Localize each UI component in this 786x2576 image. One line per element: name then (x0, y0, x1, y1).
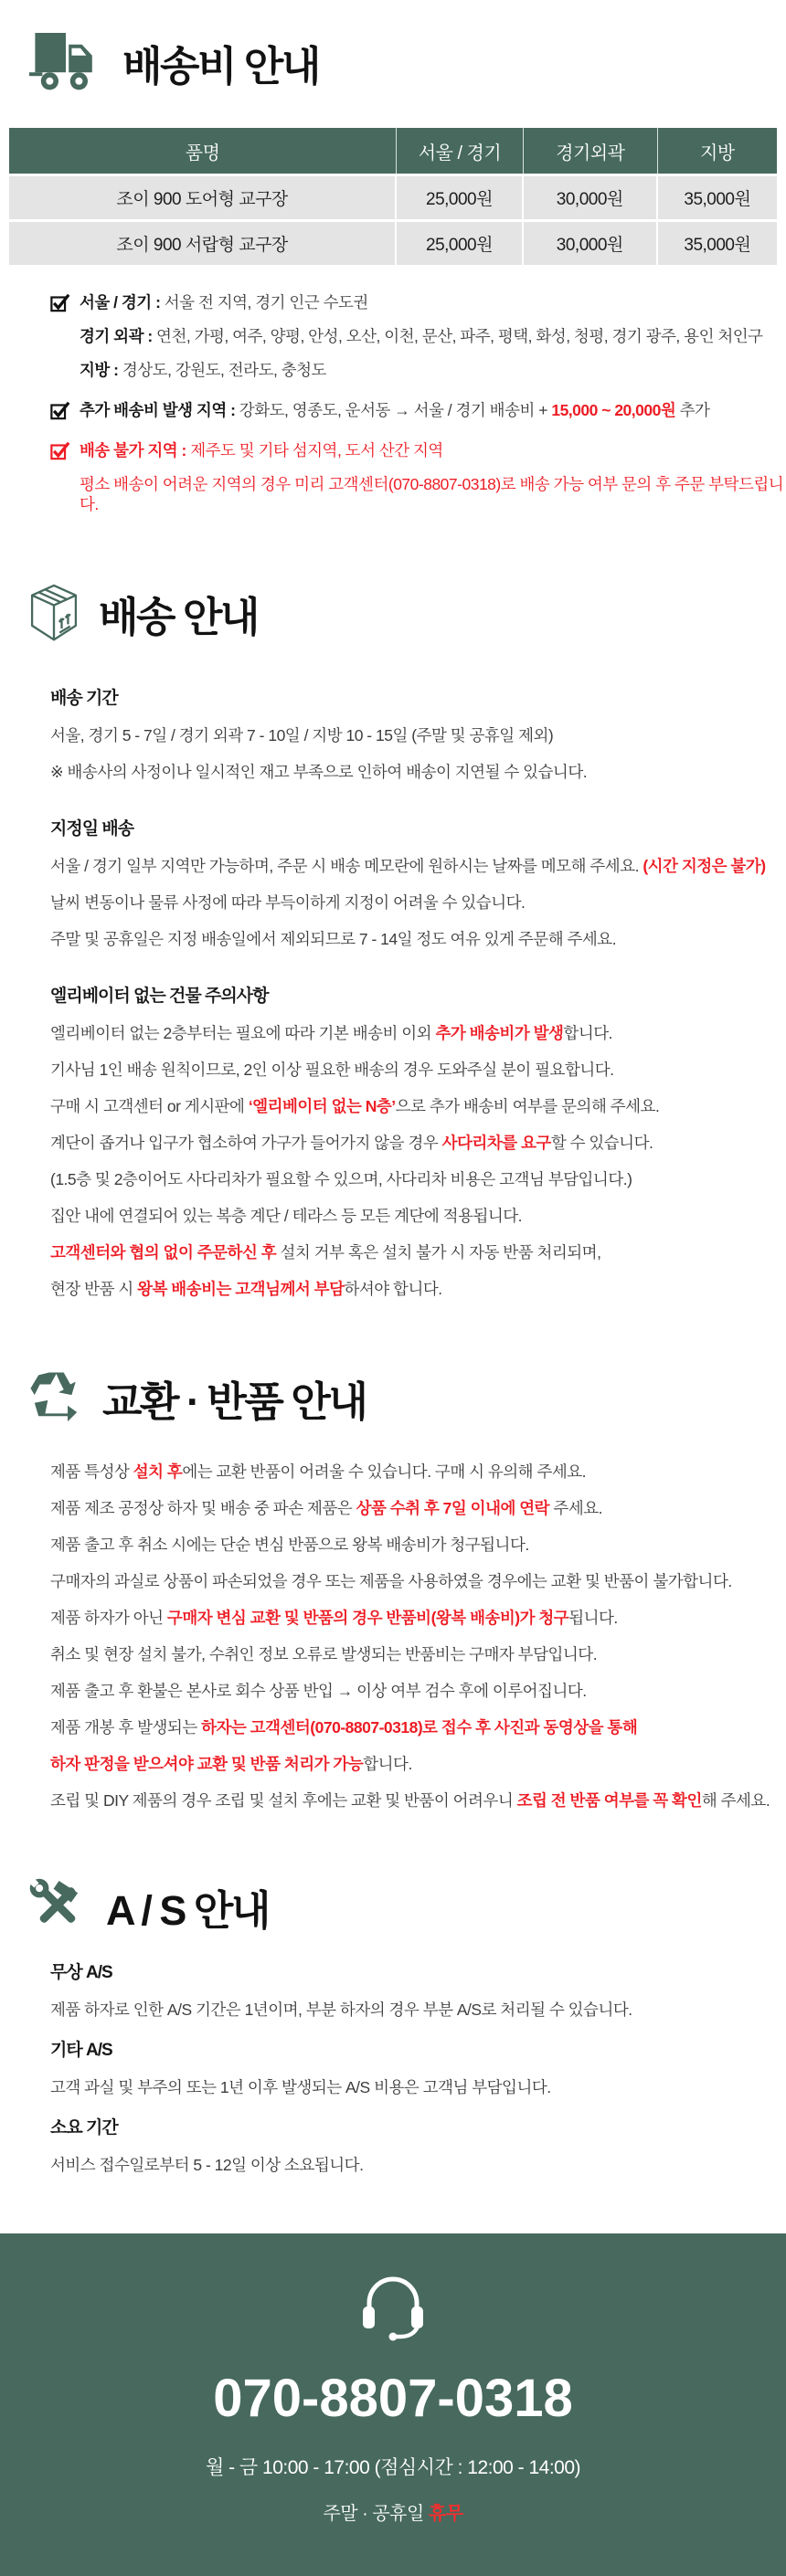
section-header (29, 1299, 786, 1436)
text-line: 제품 하자로 인한 A/S 기간은 1년이며, 부분 하자의 경우 부분 A/S로 처리될 수 있습니다. (50, 2001, 632, 2019)
section-title-as: A / S 안내 (106, 1886, 269, 1934)
text-line: 서울 / 경기 일부 지역만 가능하며, 주문 시 배송 메모란에 원하시는 날짜를 메모해 주세요. (시간 지정은 불가) (50, 857, 766, 875)
note-line: 서울 / 경기 : 서울 전 지역, 경기 인근 수도권 (80, 293, 368, 311)
note-sublines (80, 474, 786, 514)
section-shipping-fee (0, 0, 786, 514)
table-body (9, 176, 777, 265)
table-header-row (9, 128, 777, 174)
table-cell: 25,000원 (397, 222, 524, 265)
package-icon (29, 575, 79, 651)
group-heading: 기타 A/S (50, 2041, 112, 2060)
shipping-fee-table (9, 128, 777, 265)
section-header (29, 1811, 786, 1942)
text-line: 집안 내에 연결되어 있는 복층 계단 / 테라스 등 모든 계단에 적용됩니다. (50, 1207, 523, 1225)
section-header (29, 0, 786, 104)
text-line: 계단이 좁거나 입구가 협소하여 가구가 들어가지 않을 경우 사다리차를 요구할 수 있습니다. (50, 1134, 653, 1152)
column-header-gyeonggi-outer: 경기외곽 (524, 128, 658, 174)
text-line: 서울, 경기 5 - 7일 / 경기 외곽 7 - 10일 / 지방 10 - 15일 (주말 및 공휴일 제외) (50, 726, 554, 744)
table-cell: 35,000원 (684, 236, 751, 255)
as-body (50, 1958, 786, 2175)
text-line: 제품 출고 후 환불은 본사로 회수 상품 반입 → 이상 여부 검수 후에 이루어집니다. (50, 1682, 587, 1700)
section-title-shipping-fee: 배송비 안내 (122, 42, 319, 90)
table-cell: 30,000원 (524, 222, 658, 265)
table-cell: 조이 900 도어형 교구장 (9, 176, 397, 219)
group-heading: 소요 기간 (50, 2118, 118, 2138)
text-line: 주말 및 공휴일은 지정 배송일에서 제외되므로 7 - 14일 정도 여유 있게 주문해 주세요. (50, 930, 617, 948)
section-delivery (0, 514, 786, 1299)
note-seoul-gyeonggi (50, 292, 786, 380)
checked-checkbox-icon (50, 292, 70, 312)
table-cell: 35,000원 (684, 190, 751, 209)
text-line: 고객 과실 및 부주의 또는 1년 이후 발생되는 A/S 비용은 고객님 부담입니다. (50, 2078, 551, 2096)
delivery-body (50, 684, 786, 1299)
checked-checkbox-icon (50, 400, 70, 420)
section-exchange-return (0, 1299, 786, 1811)
shipping-fee-notes (50, 292, 786, 514)
group-designated-day (50, 815, 786, 949)
group-no-elevator (50, 982, 786, 1299)
tools-icon (29, 1871, 86, 1942)
table-cell: 30,000원 (524, 176, 658, 219)
business-hours: 월 - 금 10:00 - 17:00 (점심시간 : 12:00 - 14:00) (205, 2457, 581, 2478)
text-line: 지방 : 경상도, 강원도, 전라도, 충청도 (80, 361, 326, 379)
text-line: 엘리베이터 없는 2층부터는 필요에 따라 기본 배송비 이외 추가 배송비가 발생합니다. (50, 1024, 612, 1042)
exchange-body (50, 1462, 786, 1811)
section-title-delivery: 배송 안내 (99, 593, 258, 640)
section-as (0, 1811, 786, 2175)
section-header (29, 514, 786, 651)
note-line: 추가 배송비 발생 지역 : 강화도, 영종도, 운서동 → 서울 / 경기 배송비 + 15,000 ~ 20,000원 추가 (80, 401, 710, 419)
text-line: 제품 하자가 아닌 구매자 변심 교환 및 반품의 경우 반품비(왕복 배송비)가 청구됩니다. (50, 1609, 618, 1627)
text-line: 고객센터와 협의 없이 주문하신 후 설치 거부 혹은 설치 불가 시 자동 반품 처리되며, (50, 1243, 601, 1262)
group-required-time (50, 2114, 786, 2175)
text-line: 제품 제조 공정상 하자 및 배송 중 파손 제품은 상품 수취 후 7일 이내에 연락 주세요. (50, 1499, 603, 1517)
table-row (9, 222, 777, 265)
text-line: 조립 및 DIY 제품의 경우 조립 및 설치 후에는 교환 및 반품이 어려우니 조립 전 반품 여부를 꼭 확인해 주세요. (50, 1791, 770, 1810)
text-line: 기사님 1인 배송 원칙이므로, 2인 이상 필요한 배송의 경우 도와주실 분이 필요합니다. (50, 1061, 614, 1079)
column-header-seoul-gyeonggi: 서울 / 경기 (397, 128, 524, 174)
group-free-as (50, 1958, 786, 2020)
column-header-product: 품명 (9, 128, 397, 174)
group-heading: 무상 A/S (50, 1963, 112, 1982)
group-heading: 지정일 배송 (50, 819, 134, 839)
phone-number: 070-8807-0318 (213, 2369, 573, 2428)
recycle-icon (29, 1359, 82, 1436)
text-line: 취소 및 현장 설치 불가, 수취인 정보 오류로 발생되는 반품비는 구매자 부담입니다. (50, 1645, 598, 1663)
text-line: 제품 개봉 후 발생되는 하자는 고객센터(070-8807-0318)로 접수 후 사진과 동영상을 통해 (50, 1718, 638, 1737)
text-line: 하자 판정을 받으셔야 교환 및 반품 처리가 가능합니다. (50, 1755, 412, 1773)
section-title-exchange: 교환 · 반품 안내 (102, 1378, 366, 1425)
table-row (9, 176, 777, 219)
table-cell: 25,000원 (397, 176, 524, 219)
group-other-as (50, 2036, 786, 2097)
text-line: (1.5층 및 2층이어도 사다리차가 필요할 수 있으며, 사다리차 비용은 고객님 부담입니다.) (50, 1170, 632, 1188)
text-line: ※ 배송사의 사정이나 일시적인 재고 부족으로 인하여 배송이 지연될 수 있습니다. (50, 763, 588, 781)
text-line: 구매자의 과실로 상품이 파손되었을 경우 또는 제품을 사용하였을 경우에는 교환 및 반품이 불가합니다. (50, 1572, 732, 1590)
table-cell: 조이 900 서랍형 교구장 (9, 222, 397, 265)
text-line: 경기 외곽 : 연천, 가평, 여주, 양평, 안성, 오산, 이천, 문산, 파주, 평택, 화성, 청평, 경기 광주, 용인 처인구 (80, 327, 763, 345)
text-line: 날씨 변동이나 물류 사정에 따라 부득이하게 지정이 어려울 수 있습니다. (50, 893, 526, 912)
group-delivery-period (50, 684, 786, 782)
group-heading: 배송 기간 (50, 689, 118, 708)
checked-checkbox-icon-red (50, 440, 70, 460)
truck-icon (29, 20, 102, 104)
note-no-delivery-area (50, 440, 786, 514)
text-line: 서비스 접수일로부터 5 - 12일 이상 소요됩니다. (50, 2156, 364, 2174)
closed-days: 주말 · 공휴일 휴무 (323, 2504, 463, 2524)
text-line: 현장 반품 시 왕복 배송비는 고객님께서 부담하셔야 합니다. (50, 1280, 442, 1298)
column-header-province: 지방 (700, 143, 735, 164)
customer-service-footer (0, 2233, 786, 2576)
note-sublines (80, 326, 786, 380)
group-heading: 엘리베이터 없는 건물 주의사항 (50, 987, 269, 1006)
note-extra-fee-area (50, 400, 786, 420)
text-line: 제품 출고 후 취소 시에는 단순 변심 반품으로 왕복 배송비가 청구됩니다. (50, 1536, 529, 1554)
note-line: 배송 불가 지역 : 제주도 및 기타 섬지역, 도서 산간 지역 (80, 441, 443, 459)
text-line: 구매 시 고객센터 or 게시판에 ‘엘리베이터 없는 N층’으로 추가 배송비 여부를 문의해 주세요. (50, 1097, 660, 1115)
text-line: 제품 특성상 설치 후에는 교환 반품이 어려울 수 있습니다. 구매 시 유의해 주세요. (50, 1462, 587, 1481)
text-line: 평소 배송이 어려운 지역의 경우 미리 고객센터(070-8807-0318)로 배송 가능 여부 문의 후 주문 부탁드립니다. (80, 475, 784, 513)
